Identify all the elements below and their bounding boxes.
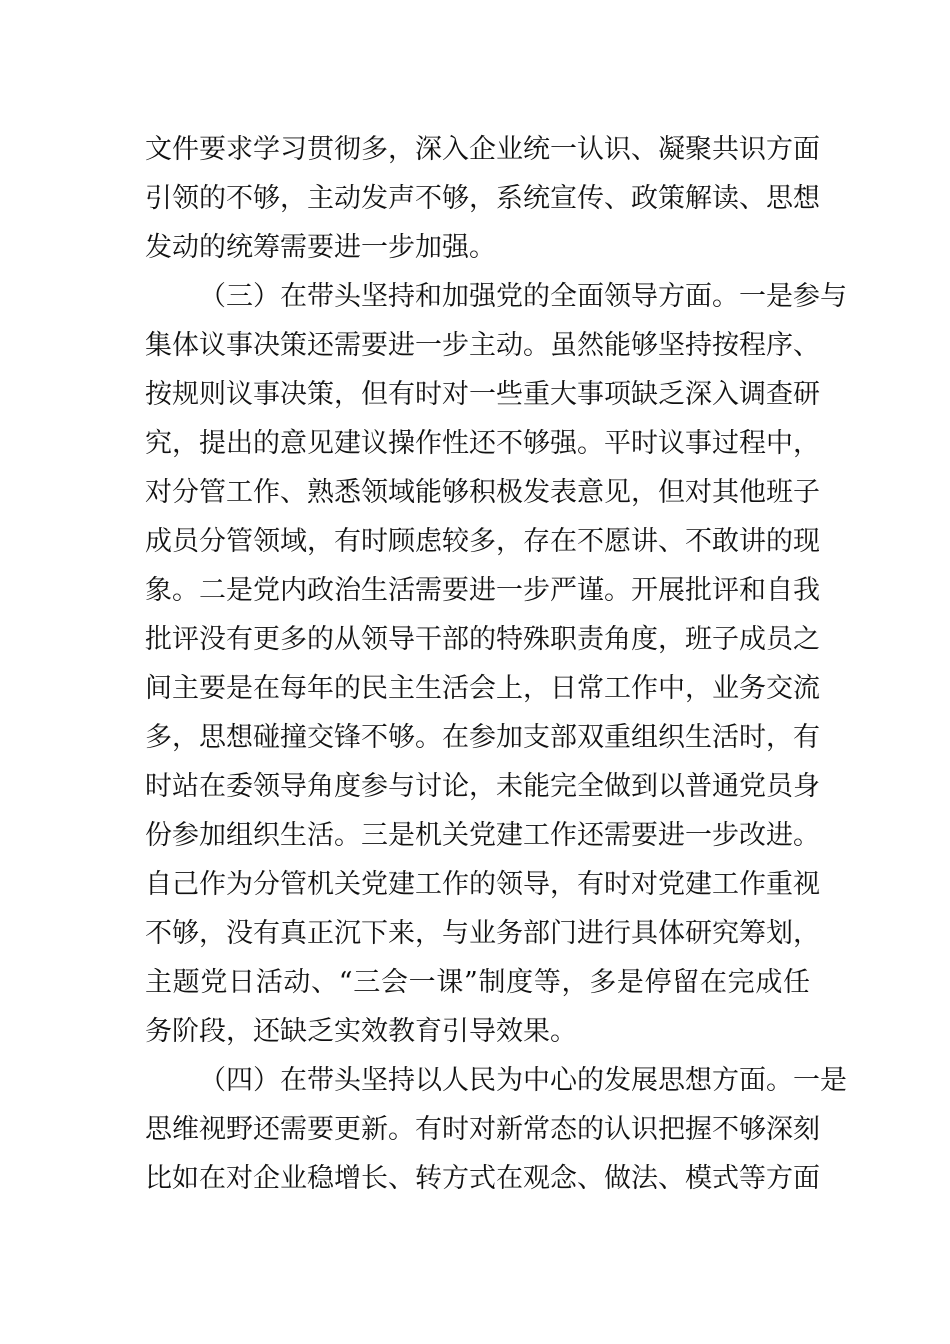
section-heading-line: （三）在带头坚持和加强党的全面领导方面。一是参与 [199,281,847,312]
text-line: 间主要是在每年的民主生活会上，日常工作中，业务交流 [145,673,820,704]
text-line: 自己作为分管机关党建工作的领导，有时对党建工作重视 [145,869,820,900]
text-line: 多，思想碰撞交锋不够。在参加支部双重组织生活时，有 [145,722,820,753]
text-line: 按规则议事决策，但有时对一些重大事项缺乏深入调查研 [145,379,820,410]
text-line: 份参加组织生活。三是机关党建工作还需要进一步改进。 [145,820,820,851]
text-line: 象。二是党内政治生活需要进一步严谨。开展批评和自我 [145,575,820,606]
text-line: 不够，没有真正沉下来，与业务部门进行具体研究筹划， [145,918,820,949]
text-line: 集体议事决策还需要进一步主动。虽然能够坚持按程序、 [145,330,820,361]
text-line: 比如在对企业稳增长、转方式在观念、做法、模式等方面 [145,1163,820,1194]
text-line: 对分管工作、熟悉领域能够积极发表意见，但对其他班子 [145,477,820,508]
text-line: 成员分管领域，有时顾虑较多，存在不愿讲、不敢讲的现 [145,526,820,557]
text-line: 批评没有更多的从领导干部的特殊职责角度，班子成员之 [145,624,820,655]
text-line: 思维视野还需要更新。有时对新常态的认识把握不够深刻 [145,1114,820,1145]
text-line: 引领的不够，主动发声不够，系统宣传、政策解读、思想 [145,183,820,214]
text-line: 发动的统筹需要进一步加强。 [145,232,496,263]
text-line: 务阶段，还缺乏实效教育引导效果。 [145,1016,577,1047]
text-line: 主题党日活动、“三会一课”制度等，多是停留在完成任 [145,967,810,998]
text-line: 究，提出的意见建议操作性还不够强。平时议事过程中， [145,428,820,459]
text-line: 文件要求学习贯彻多，深入企业统一认识、凝聚共识方面 [145,134,820,165]
document-body [145,125,847,1203]
section-heading-line: （四）在带头坚持以人民为中心的发展思想方面。一是 [199,1065,847,1096]
text-line: 时站在委领导角度参与讨论，未能完全做到以普通党员身 [145,771,820,802]
